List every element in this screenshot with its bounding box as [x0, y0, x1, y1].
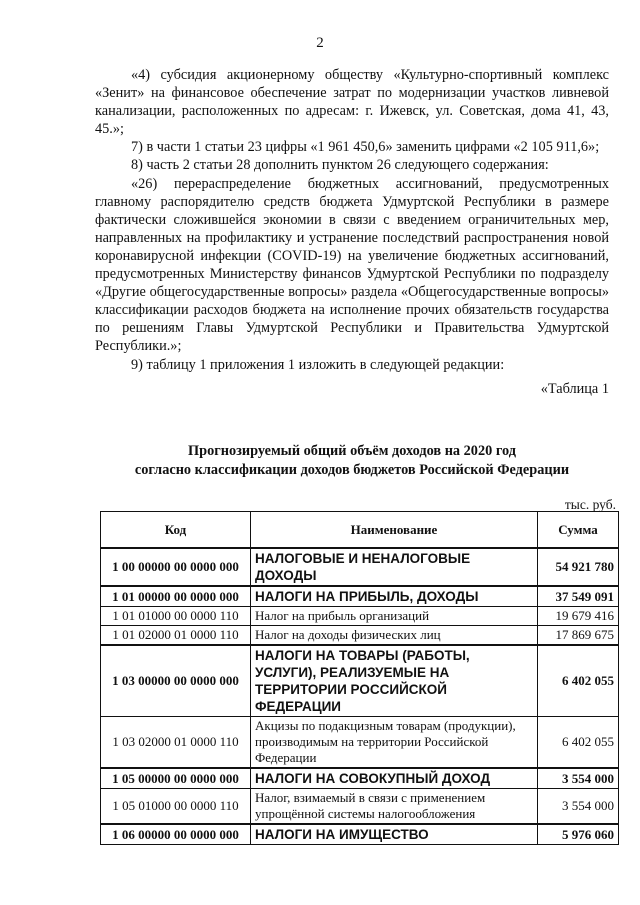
paragraph-item-9: 9) таблицу 1 приложения 1 изложить в следующей редакции:: [131, 356, 505, 373]
row-name: НАЛОГИ НА ПРИБЫЛЬ, ДОХОДЫ: [251, 586, 538, 607]
row-sum: 3 554 000: [538, 768, 619, 789]
row-name: Налог на прибыль организаций: [251, 607, 538, 626]
row-code: 1 01 01000 00 0000 110: [101, 607, 251, 626]
row-sum: 6 402 055: [538, 717, 619, 769]
row-sum: 17 869 675: [538, 626, 619, 646]
paragraph-subsidy: «4) субсидия акционерному обществу «Культурно-спортивный комплекс «Зенит» на финансовое обеспечение затрат по модернизации участков ливневой канализации, расположенных по адресам: г. Ижевск, ул. Советская, дома 41, 43, 45.»;: [95, 67, 609, 138]
table-row: [101, 768, 619, 789]
table-row: [101, 717, 619, 769]
row-sum: 3 554 000: [538, 789, 619, 825]
row-name: НАЛОГИ НА СОВОКУПНЫЙ ДОХОД: [251, 768, 538, 789]
header-sum: Сумма: [538, 512, 619, 549]
table-row: [101, 824, 619, 845]
header-code: Код: [101, 512, 251, 549]
paragraph-item-7: 7) в части 1 статьи 23 цифры «1 961 450,6» заменить цифрами «2 105 911,6»;: [131, 139, 600, 156]
table-label: «Таблица 1: [540, 380, 609, 397]
table-row: [101, 586, 619, 607]
paragraph-item-8: 8) часть 2 статьи 28 дополнить пунктом 26 следующего содержания:: [131, 157, 549, 174]
row-name: Налог на доходы физических лиц: [251, 626, 538, 646]
row-code: 1 01 02000 01 0000 110: [101, 626, 251, 646]
table-title-line-1: Прогнозируемый общий объём доходов на 2020 год: [188, 443, 516, 459]
row-code: 1 00 00000 00 0000 000: [101, 548, 251, 586]
row-code: 1 06 00000 00 0000 000: [101, 824, 251, 845]
row-name: НАЛОГИ НА ТОВАРЫ (РАБОТЫ, УСЛУГИ), РЕАЛИЗУЕМЫЕ НА ТЕРРИТОРИИ РОССИЙСКОЙ ФЕДЕРАЦИИ: [251, 645, 538, 717]
paragraph-item-26: «26) перераспределение бюджетных ассигнований, предусмотренных главному распорядителю средств бюджета Удмуртской Республики в размере фактически сложившейся экономии в связи с введением ограничительных мер, направленных на профилактику и устранение последствий распространения новой коронавирусной инфекции (COVID-19) на увеличение бюджетных ассигнований, предусмотренных Министерству финансов Удмуртской Республики по подразделу «Другие общегосударственные вопросы» раздела «Общегосударственные вопросы» классификации расходов бюджета на исполнение прочих обязательств государства по решениям Главы Удмуртской Республики и Правительства Удмуртской Республики.»;: [95, 175, 609, 355]
row-code: 1 05 00000 00 0000 000: [101, 768, 251, 789]
table-row: [101, 645, 619, 717]
row-name: НАЛОГОВЫЕ И НЕНАЛОГОВЫЕ ДОХОДЫ: [251, 548, 538, 586]
page-number: 2: [316, 35, 324, 51]
row-sum: 19 679 416: [538, 607, 619, 626]
row-name: Акцизы по подакцизным товарам (продукции), производимым на территории Российской Федерации: [251, 717, 538, 769]
table-body: [101, 548, 619, 845]
row-code: 1 03 00000 00 0000 000: [101, 645, 251, 717]
row-code: 1 01 00000 00 0000 000: [101, 586, 251, 607]
row-name: НАЛОГИ НА ИМУЩЕСТВО: [251, 824, 538, 845]
row-sum: 5 976 060: [538, 824, 619, 845]
body-text: [95, 66, 609, 398]
revenue-table: [100, 511, 619, 845]
table-row: [101, 626, 619, 646]
header-name: Наименование: [251, 512, 538, 549]
row-sum: 6 402 055: [538, 645, 619, 717]
units-label: тыс. руб.: [564, 497, 616, 512]
row-sum: 54 921 780: [538, 548, 619, 586]
row-code: 1 03 02000 01 0000 110: [101, 717, 251, 769]
table-title-line-2: согласно классификации доходов бюджетов Российской Федерации: [134, 462, 570, 478]
row-name: Налог, взимаемый в связи с применением упрощённой системы налогообложения: [251, 789, 538, 825]
table-title: [95, 442, 609, 480]
row-sum: 37 549 091: [538, 586, 619, 607]
table-row: [101, 789, 619, 825]
table-header-row: [101, 512, 619, 549]
row-code: 1 05 01000 00 0000 110: [101, 789, 251, 825]
table-row: [101, 548, 619, 586]
table-row: [101, 607, 619, 626]
